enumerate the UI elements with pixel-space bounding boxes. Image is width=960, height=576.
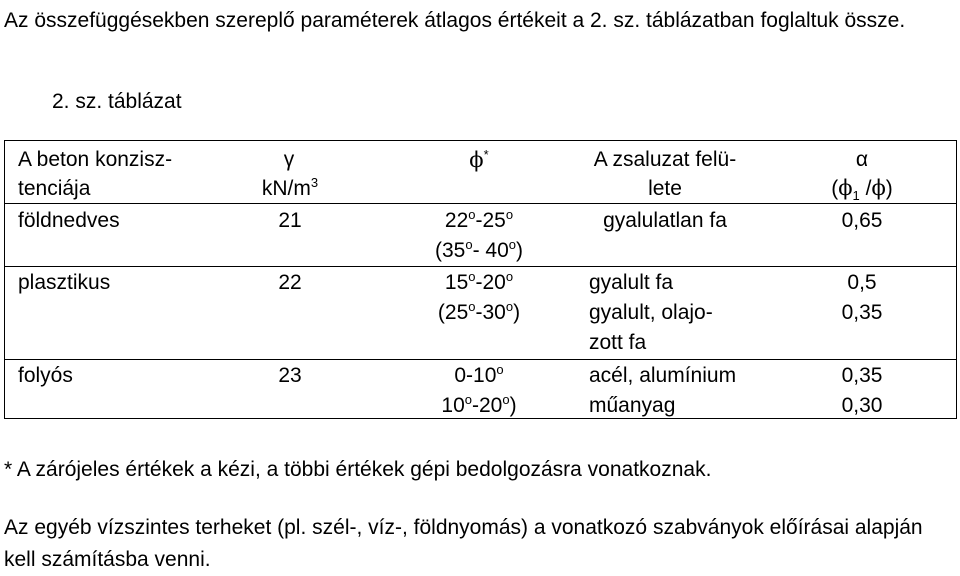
- header-gamma-symbol: γ: [283, 148, 295, 171]
- row1-consistency: földnedves: [18, 209, 120, 232]
- row3-gamma: 23: [278, 364, 302, 387]
- header-alpha-symbol: α: [855, 148, 869, 171]
- row3-alpha-2: 0,30: [841, 394, 883, 417]
- header-alpha-ratio: ($\phi_1$ /ϕ): [831, 176, 893, 203]
- header-divider: [4, 203, 957, 204]
- row2-divider: [4, 359, 957, 360]
- row3-phi-manual: 10$^o$-20$^o$): [441, 392, 517, 417]
- footnote: * A zárójeles értékek a kézi, a többi értékek gépi bedolgozásra vonatkoznak.: [4, 458, 712, 481]
- row1-alpha: 0,65: [841, 209, 883, 232]
- row1-gamma: 21: [278, 209, 302, 232]
- row3-consistency: folyós: [18, 364, 73, 387]
- row1-surface: gyalulatlan fa: [603, 209, 727, 232]
- header-formwork-line2: lete: [648, 177, 682, 200]
- row2-phi-machine: 15$^o$-20$^o$: [444, 269, 514, 294]
- row3-surface-line2: műanyag: [589, 394, 676, 417]
- header-formwork-line1: A zsaluzat felü-: [593, 148, 737, 171]
- row1-phi-manual: (35$^o$- 40$^o$): [434, 237, 524, 262]
- row2-consistency: plasztikus: [18, 271, 111, 294]
- row1-divider: [4, 266, 957, 267]
- header-gamma-unit: $kN/m^3$: [261, 175, 319, 200]
- header-consistency-line2: tenciája: [18, 177, 91, 200]
- row2-surface-line2: gyalult, olajo-: [589, 301, 713, 324]
- header-phi: ϕ*: [469, 147, 489, 172]
- row3-alpha-1: 0,35: [841, 364, 883, 387]
- row2-alpha-1: 0,5: [847, 271, 877, 294]
- row2-surface-line1: gyalult fa: [589, 271, 674, 294]
- intro-paragraph: Az összefüggésekben szereplő paraméterek átlagos értékeit a 2. sz. táblázatban foglaltuk össze.: [4, 9, 906, 32]
- header-consistency-line1: A beton konzisz-: [18, 148, 173, 171]
- row2-phi-manual: (25$^o$-30$^o$): [437, 299, 521, 324]
- row2-gamma: 22: [278, 271, 302, 294]
- table-caption: 2. sz. táblázat: [52, 90, 182, 113]
- row2-alpha-2: 0,35: [841, 301, 883, 324]
- row1-phi-machine: 22$^o$-25$^o$: [444, 207, 514, 232]
- closing-paragraph: Az egyéb vízszintes terheket (pl. szél-, víz-, földnyomás) a vonatkozó szabványok előírásai alapján kell számításba venni.: [4, 516, 923, 571]
- row3-surface-line1: acél, alumínium: [589, 364, 737, 387]
- row3-phi-machine: 0-10$^o$: [454, 362, 504, 387]
- row2-surface-line3: zott fa: [589, 331, 647, 354]
